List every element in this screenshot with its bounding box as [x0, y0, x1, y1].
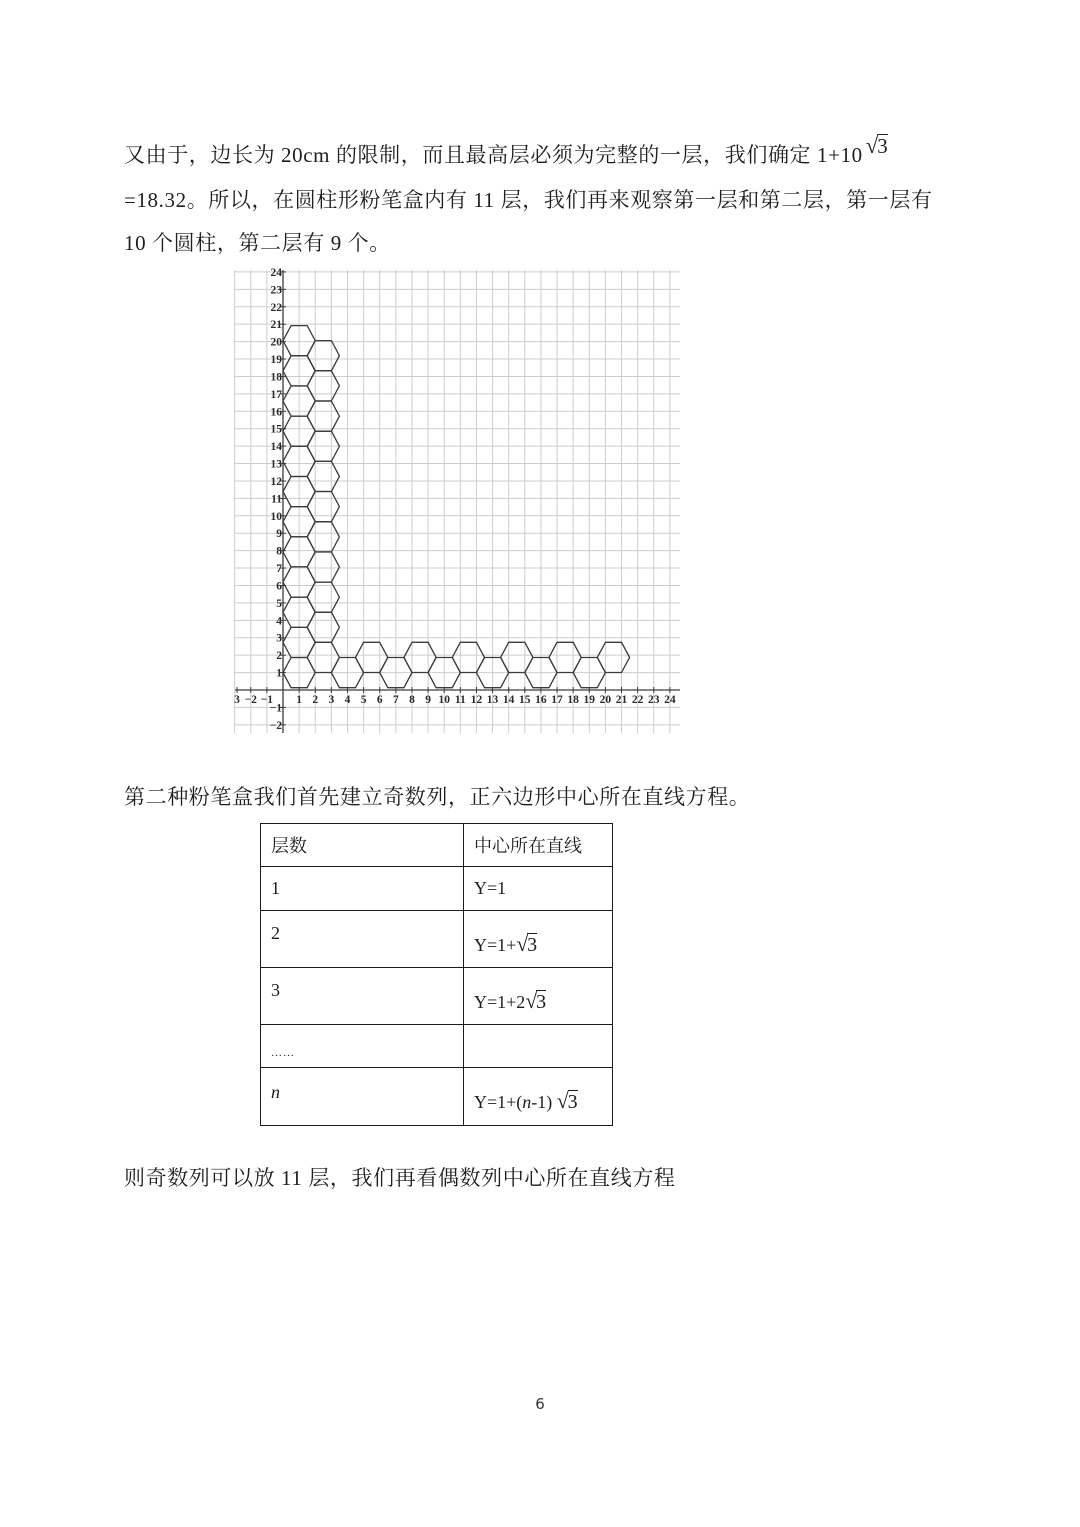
x-tick-label: 14 — [502, 694, 515, 706]
x-tick-label: 23 — [648, 694, 660, 706]
y-tick-label: 9 — [276, 528, 282, 541]
x-tick-label: 5 — [360, 694, 367, 706]
y-tick-label: 21 — [270, 319, 282, 332]
y-tick-label: 2 — [276, 650, 282, 663]
cell-line — [464, 911, 613, 968]
y-tick-label: 5 — [276, 597, 282, 610]
formula-text: Y=1+2 — [474, 991, 526, 1012]
x-tick-label: 19 — [583, 694, 596, 706]
cell-line — [464, 968, 613, 1025]
x-tick-label: 4 — [344, 694, 351, 706]
x-tick-label: 8 — [409, 694, 415, 706]
y-tick-label: 11 — [271, 493, 282, 506]
paragraph-1-line-1-text: 又由于，边长为 20cm 的限制，而且最高层必须为完整的一层，我们确定 1+10 — [124, 143, 863, 167]
header-layer-count: 层数 — [261, 824, 464, 867]
x-tick-label: 20 — [599, 694, 612, 706]
radicand: 3 — [527, 933, 538, 956]
cell-layer: 1 — [261, 867, 464, 911]
formula-variable: n — [522, 1092, 532, 1112]
y-tick-label: 13 — [270, 458, 282, 471]
y-tick-label: 23 — [270, 284, 282, 297]
y-tick-label: 6 — [276, 580, 282, 593]
table-row — [261, 867, 613, 911]
formula-text: Y=1+( — [474, 1092, 523, 1112]
x-tick-label: 17 — [551, 694, 563, 706]
sqrt-expression — [525, 989, 546, 1014]
cell-layer — [261, 1068, 464, 1126]
x-tick-label: 2 — [312, 694, 319, 706]
x-tick-label: 9 — [425, 694, 431, 706]
x-tick-label: 1 — [296, 694, 302, 706]
y-tick-label: 12 — [270, 475, 282, 488]
sqrt-expression — [516, 932, 537, 957]
paragraph-3: 则奇数列可以放 11 层，我们再看偶数列中心所在直线方程 — [124, 1166, 676, 1190]
y-tick-label: −1 — [269, 702, 282, 715]
x-tick-label: 15 — [519, 694, 531, 706]
x-tick-label: 13 — [486, 694, 499, 706]
y-tick-label: 24 — [270, 268, 282, 279]
hexagon-bottom-row-upper — [501, 642, 533, 672]
y-tick-label: 20 — [270, 336, 282, 349]
center-line-table — [260, 823, 613, 1126]
x-tick-label: 12 — [470, 694, 483, 706]
sqrt-expression — [557, 1089, 578, 1114]
radical-sign: √ — [525, 988, 538, 1013]
hexagon-column-2 — [307, 492, 339, 522]
cell-line — [464, 1025, 613, 1068]
y-tick-label: −2 — [269, 719, 282, 732]
table-row — [261, 1025, 613, 1068]
x-tick-label: 24 — [664, 694, 676, 706]
y-tick-label: 17 — [270, 388, 282, 401]
radicand: 3 — [877, 134, 888, 158]
formula-text: Y=1+ — [474, 934, 517, 955]
radical-sign: √ — [865, 133, 879, 158]
sqrt-expression — [866, 134, 888, 157]
table-row — [261, 911, 613, 968]
hexagon-bottom-row-upper — [356, 642, 388, 672]
x-tick-label: 3 — [328, 694, 335, 706]
cell-layer — [261, 1025, 464, 1068]
y-tick-label: 3 — [276, 632, 282, 645]
x-tick-label: 7 — [392, 694, 399, 706]
y-tick-label: 16 — [270, 406, 282, 419]
ellipsis: …… — [271, 1046, 295, 1059]
x-tick-label: 6 — [376, 694, 383, 706]
x-tick-label: 18 — [567, 694, 579, 706]
y-tick-label: 8 — [276, 545, 282, 558]
page-number: 6 — [535, 1395, 545, 1413]
x-tick-label: 21 — [615, 694, 628, 706]
x-tick-label: 16 — [535, 694, 547, 706]
x-tick-label: 3 — [234, 694, 240, 706]
header-center-line: 中心所在直线 — [464, 824, 613, 867]
variable-n: n — [271, 1082, 280, 1102]
cell-layer: 2 — [261, 911, 464, 968]
y-tick-label: 4 — [276, 615, 282, 628]
x-tick-label: 11 — [454, 694, 466, 706]
x-tick-label: −2 — [244, 694, 257, 706]
x-tick-label: 22 — [631, 694, 644, 706]
table-header-row — [261, 824, 613, 867]
hexagon-bottom-row-upper — [597, 642, 629, 672]
paragraph-1-line-2: =18.32。所以，在圆柱形粉笔盒内有 11 层，我们再来观察第一层和第二层，第一层有 — [124, 188, 933, 212]
y-tick-label: 22 — [270, 301, 282, 314]
hexagon-column-2 — [307, 552, 339, 582]
paragraph-1-line-1 — [124, 133, 888, 167]
hexagon-grid-figure — [230, 268, 690, 738]
y-tick-label: 18 — [270, 371, 282, 384]
table-row — [261, 1068, 613, 1126]
radical-sign: √ — [556, 1089, 569, 1113]
y-tick-label: 19 — [270, 354, 282, 367]
y-tick-label: 1 — [276, 667, 282, 680]
x-tick-label: 10 — [438, 694, 450, 706]
formula-text: Y=1 — [474, 878, 507, 898]
y-tick-label: 7 — [276, 563, 282, 576]
cell-line — [464, 867, 613, 911]
y-tick-label: 14 — [270, 441, 282, 454]
table-row — [261, 968, 613, 1025]
formula-text: -1) — [531, 1092, 557, 1112]
y-tick-label: 15 — [270, 423, 282, 436]
radicand: 3 — [536, 990, 547, 1013]
cell-layer: 3 — [261, 968, 464, 1025]
paragraph-1-line-3: 10 个圆柱，第二层有 9 个。 — [124, 231, 391, 255]
cell-line — [464, 1068, 613, 1126]
paragraph-2: 第二种粉笔盒我们首先建立奇数列，正六边形中心所在直线方程。 — [124, 785, 751, 809]
radicand: 3 — [567, 1091, 578, 1113]
y-tick-label: 10 — [270, 510, 282, 523]
x-tick-label: −1 — [260, 694, 274, 706]
radical-sign: √ — [516, 931, 529, 956]
